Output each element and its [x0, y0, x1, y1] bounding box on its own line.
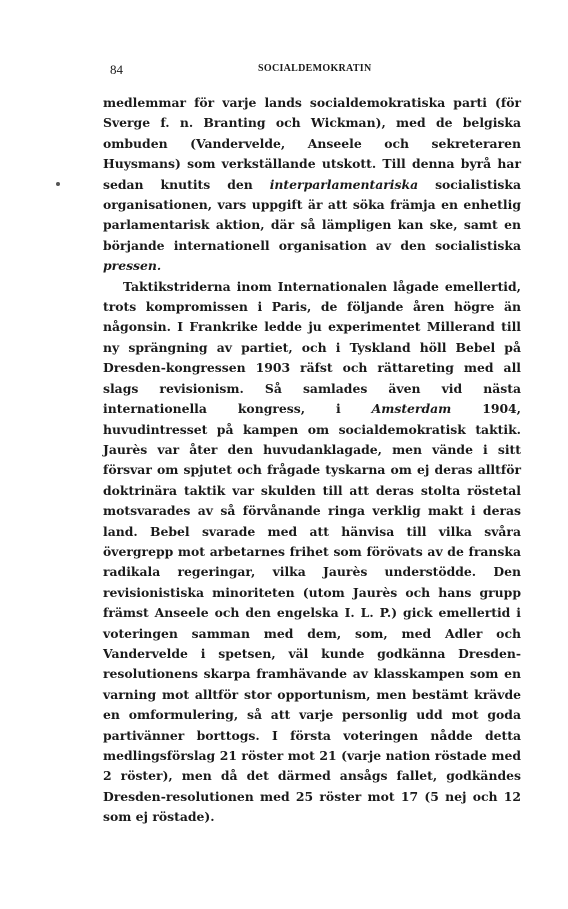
- paragraph-1-italic-b: pressen.: [103, 258, 162, 274]
- page-number: 84: [110, 62, 123, 77]
- running-head: SOCIALDEMOKRATIN: [258, 63, 372, 74]
- paragraph-2: [103, 277, 521, 828]
- paragraph-2-text-b: 1904, huvudintresset på kampen om socialdemokratisk taktik. Jaurès var åter den huvudanklagade, men vände i sitt försvar om spjutet och frågade tyskarna om ej deras alltför doktrinära taktik var skulden till att deras stolta röstetal motsvarades av så förvånande ringa verklig makt i deras land. Bebel svarade med att hänvisa till vilka svåra övergrepp mot arbetarnes frihet som förövats av de franska radikala regeringar, vilka Jaurès understödde. Den revisionistiska minoriteten (utom Jaurès och hans grupp främst Anseele och den engelska I. L. P.) gick emellertid i voteringen samman med dem, som, med Adler och Vandervelde i spetsen, väl kunde godkänna Dresden-resolutionens skarpa framhävande av klasskampen som en varning mot alltför stor opportunism, men bestämt krävde en omformulering, så att varje personlig udd mot goda partivänner borttogs. I första voteringen nådde detta medlingsförslag 21 röster mot 21 (varje nation röstade med 2 röster), men då det därmed ansågs fallet, godkändes Dresden-resolutionen med 25 röster mot 17 (5 nej och 12 som ej röstade).: [103, 401, 521, 825]
- stray-ink-dot: [56, 182, 60, 186]
- paragraph-2-italic-a: Amsterdam: [371, 401, 452, 417]
- paragraph-1-italic-a: interparlamentariska: [269, 176, 419, 192]
- paragraph-1-text-a: medlemmar för varje lands socialdemokratiska parti (för Sverge f. n. Branting och Wickman), med de belgiska ombuden (Vandervelde, Anseele och sekreteraren Huysmans) som verkställande utskott. Till denna byrå har sedan knutits den: [103, 95, 521, 192]
- paragraph-1-text-b: socialistiska organisationen, vars uppgift är att söka främja en enhetlig parlamentarisk aktion, där så lämpligen kan ske, samt en börjande internationell organisation av den socialistiska: [103, 176, 521, 253]
- page-header: [110, 62, 520, 80]
- body-text: [103, 93, 521, 828]
- paragraph-1: [103, 93, 521, 277]
- paragraph-2-text-a: Taktikstriderna inom Internationalen lågade emellertid, trots kompromissen i Paris, de följande åren högre än någonsin. I Frankrike ledde ju experimentet Millerand till ny sprängning av partiet, och i Tyskland höll Bebel på Dresden-kongressen 1903 räfst och rättareting med all slags revisionism. Så samlades även vid nästa internationella kongress, i: [103, 278, 521, 417]
